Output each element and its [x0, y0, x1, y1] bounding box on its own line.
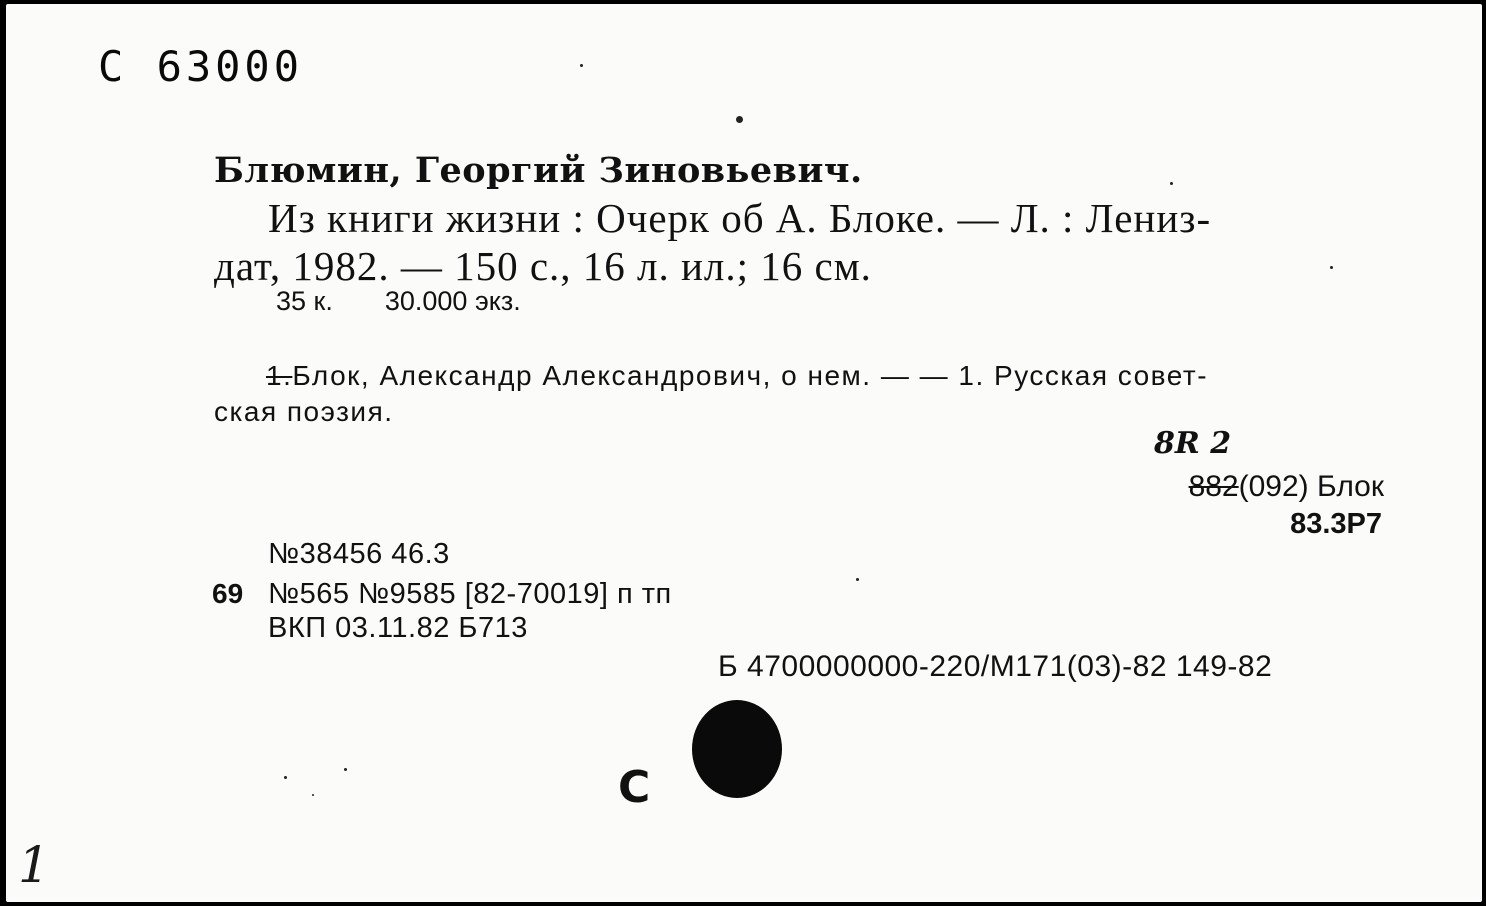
- meta-number: 69: [212, 578, 244, 609]
- price-line: [276, 286, 521, 317]
- speck: [1170, 182, 1173, 185]
- udk-rest: (092) Блок: [1238, 470, 1384, 503]
- subject-line-1: [266, 360, 1208, 392]
- subject-heading: Блок, Александр Александрович, о нем. — — 1. Русская совет-: [292, 360, 1209, 391]
- handwritten-mark: 8R 2: [1154, 426, 1232, 461]
- udk-classification: [1189, 470, 1384, 504]
- title-line-1: Из книги жизни : Очерк об А. Блоке. — Л. : Лениз-: [268, 195, 1212, 241]
- catalog-card: [6, 4, 1482, 902]
- speck: [580, 64, 583, 67]
- call-number: С 63000: [98, 42, 304, 91]
- meta-line-2: №565 №9585 [82-70019] п тп: [268, 578, 672, 610]
- subject-line-2: ская поэзия.: [214, 396, 394, 427]
- author-heading: Блюмин, Георгий Зиновьевич.: [214, 150, 863, 191]
- speck: [312, 794, 314, 796]
- meta-line-3: ВКП 03.11.82 Б713: [268, 612, 528, 644]
- meta-line-1: №38456 46.3: [268, 538, 450, 570]
- speck: [736, 116, 743, 123]
- title-line-2: дат, 1982. — 150 с., 16 л. ил.; 16 см.: [214, 243, 872, 289]
- price: 35 к.: [276, 286, 333, 316]
- corner-number: 1: [18, 836, 50, 894]
- subject-number: 1.: [266, 360, 293, 391]
- isbn-line: Б 4700000000-220/М171(03)-82 149-82: [718, 650, 1273, 683]
- udk-struck: 882: [1188, 470, 1239, 503]
- speck: [856, 578, 859, 581]
- bottom-letter: С: [618, 762, 651, 813]
- speck: [344, 768, 347, 771]
- punch-hole: [692, 700, 782, 798]
- speck: [1330, 266, 1333, 269]
- speck: [284, 776, 287, 779]
- bbk-classification: 83.3Р7: [1290, 508, 1382, 540]
- print-run: 30.000 экз.: [384, 286, 521, 316]
